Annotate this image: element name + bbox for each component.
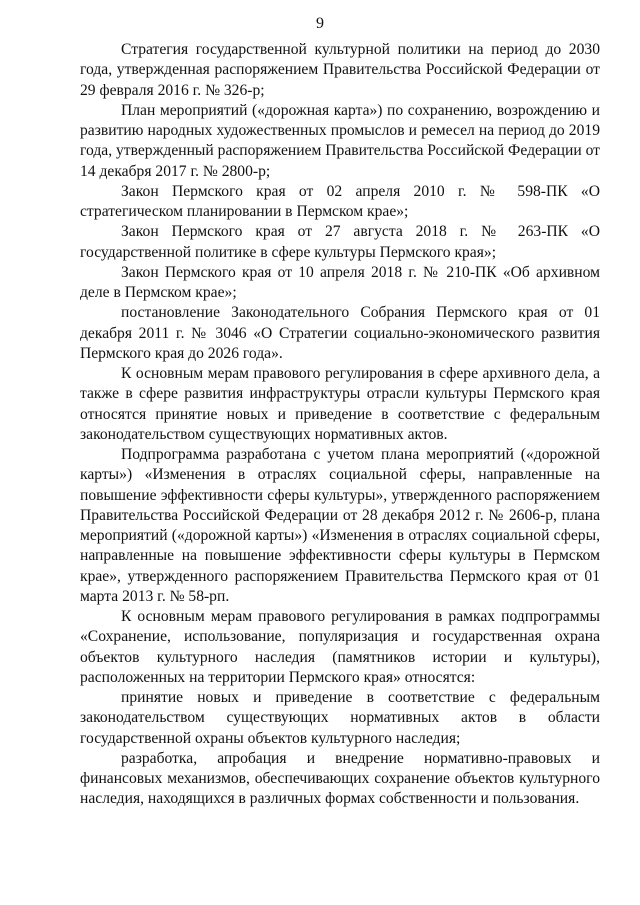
paragraph-archive-regulation-measures: К основным мерам правового регулирования в сфере архивного дела, а также в сфере развития инфраструктуры отрасли культуры Пермского края относятся принятие новых и приведение в соответствие с федеральным законодательством существующих нормативных актов.: [80, 365, 600, 443]
paragraph-law-cultural-policy: Закон Пермского края от 27 августа 2018 г. № 263-ПК «О государственной политике в сфере культуры Пермского края»;: [80, 223, 600, 261]
paragraph-legal-financial-mechanisms: разработка, апробация и внедрение нормативно-правовых и финансовых механизмов, обеспечивающих сохранение объектов культурного наследия, находящихся в различных формах собственности и пользования.: [80, 749, 600, 808]
paragraph-heritage-regulation-measures: К основным мерам правового регулирования в рамках подпрограммы «Сохранение, использование, популяризация и государственная охрана объектов культурного наследия (памятников истории и культуры), расположенных на территории Пермского края» относятся:: [80, 608, 600, 686]
paragraph-cultural-policy-strategy: Стратегия государственной культурной политики на период до 2030 года, утвержденная распоряжением Правительства Российской Федерации от 29 февраля 2016 г. № 326-р;: [80, 41, 600, 99]
paragraph-law-archives: Закон Пермского края от 10 апреля 2018 г. № 210-ПК «Об архивном деле в Пермском крае»;: [80, 263, 600, 301]
paragraph-crafts-roadmap: План мероприятий («дорожная карта») по сохранению, возрождению и развитию народных художественных промыслов и ремесел на период до 2019 года, утвержденный распоряжением Правительства Российской Федерации от 14 декабря 2017 г. № 2800-р;: [80, 101, 600, 180]
document-body: [80, 40, 600, 810]
paragraph-law-strategic-planning: Закон Пермского края от 02 апреля 2010 г. № 598-ПК «О стратегическом планировании в Пермском крае»;: [80, 182, 600, 220]
paragraph-resolution-development-strategy: постановление Законодательного Собрания Пермского края от 01 декабря 2011 г. № 3046 «О Стратегии социально-экономического развития Пермского края до 2026 года».: [80, 304, 600, 362]
paragraph-subprogram-basis: Подпрограмма разработана с учетом плана мероприятий («дорожной карты») «Изменения в отраслях социальной сферы, направленные на повышение эффективности сферы культуры», утвержденного распоряжением Правительства Российской Федерации от 28 декабря 2012 г. № 2606-р, плана мероприятий («дорожной карты») «Изменения в отраслях социальной сферы, направленные на повышение эффективности сферы культуры в Пермском крае», утвержденного распоряжением Правительства Пермского края от 01 марта 2013 г. № 58-рп.: [80, 446, 600, 605]
page-number: 9: [316, 15, 324, 32]
paragraph-new-acts-heritage: принятие новых и приведение в соответствие с федеральным законодательством существующих нормативных актов в области государственной охраны объектов культурного наследия;: [80, 689, 600, 747]
